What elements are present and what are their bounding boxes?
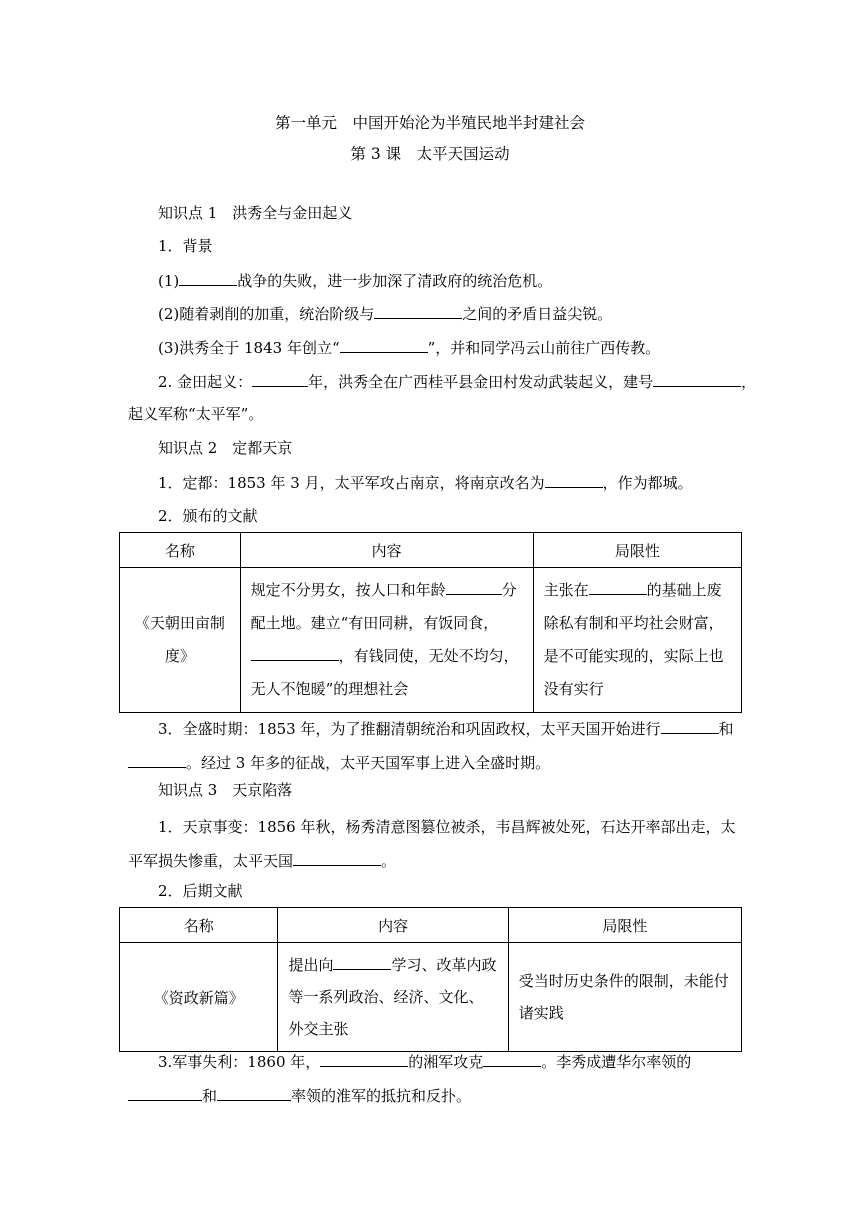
kp1-background-title: 1．背景 [158,237,213,255]
documents-table-2 [119,907,742,1052]
table-header-content: 内容 [240,533,533,568]
table-header-name: 名称 [120,533,241,568]
kp2-heyday: 3．全盛时期：1853 年，为了推翻清朝统治和巩固政权，太平天国开始进行 和。经过 3 年多的征战，太平天国军事上进入全盛时期。 [128,712,740,780]
table-header-limit: 局限性 [508,908,741,943]
document-content: 规定不分男女，按人口和年龄 分配土地。建立“有田同耕，有饭同食，，有钱同使，无处不均匀，无人不饱暖”的理想社会 [240,568,533,713]
fill-blank [545,472,603,488]
fill-blank [333,954,391,970]
fill-blank [661,718,719,734]
fill-blank [252,371,308,387]
kp2-capital: 1．定都：1853 年 3 月，太平军攻占南京，将南京改名为 ，作为都城。 [158,474,693,492]
kp1-item-2: (2)随着剥削的加重，统治阶级与 之间的矛盾日益尖锐。 [158,305,613,323]
table-header-name: 名称 [120,908,278,943]
fill-blank [653,371,741,387]
kp1-item-1: (1) 战争的失败，进一步加深了清政府的统治危机。 [158,272,553,290]
fill-blank [217,1085,291,1101]
lesson-title: 第 3 课 太平天国运动 [350,145,510,163]
fill-blank [374,303,462,319]
fill-blank [483,1051,541,1067]
fill-blank [128,1085,202,1101]
kp3-military-defeat: 3.军事失利：1860 年， 的湘军攻克 。李秀成遭华尔率领的和 率领的淮军的抵抗和反扑。 [128,1045,740,1113]
kp2-heading: 知识点 2 定都天京 [158,439,293,457]
kp3-tianjing-incident: 1．天京事变：1856 年秋，杨秀清意图篡位被杀，韦昌辉被处死，石达开率部出走，太平军损失惨重，太平天国 。 [128,818,736,870]
fill-blank [446,579,502,595]
fill-blank [251,645,339,661]
kp1-jintian-uprising: 2. 金田起义： 年，洪秀全在广西桂平县金田村发动武装起义，建号 ， [158,373,757,391]
kp1-heading: 知识点 1 洪秀全与金田起义 [158,204,353,222]
document-limitation: 主张在 的基础上废除私有制和平均社会财富，是不可能实现的，实际上也没有实行 [533,568,741,713]
fill-blank [128,752,186,768]
document-limitation: 受当时历史条件的限制，未能付诸实践 [508,943,741,1052]
documents-table-1 [119,532,742,713]
fill-blank [340,337,428,353]
fill-blank [179,270,237,286]
fill-blank [589,579,647,595]
kp2-documents-title: 2．颁布的文献 [158,507,258,525]
document-content: 提出向 学习、改革内政等一系列政治、经济、文化、外交主张 [278,943,508,1052]
document-name: 《天朝田亩制度》 [120,568,241,713]
unit-title: 第一单元 中国开始沦为半殖民地半封建社会 [274,114,585,132]
kp3-heading: 知识点 3 天京陷落 [158,781,293,799]
table-header-content: 内容 [278,908,508,943]
fill-blank [293,850,381,866]
kp3-documents-title: 2．后期文献 [158,882,243,900]
kp1-jintian-uprising-cont: 起义军称“太平军”。 [128,405,264,423]
table-header-limit: 局限性 [533,533,741,568]
document-name: 《资政新篇》 [120,943,278,1052]
fill-blank [320,1051,408,1067]
kp1-item-3: (3)洪秀全于 1843 年创立“ ”，并和同学冯云山前往广西传教。 [158,339,661,357]
